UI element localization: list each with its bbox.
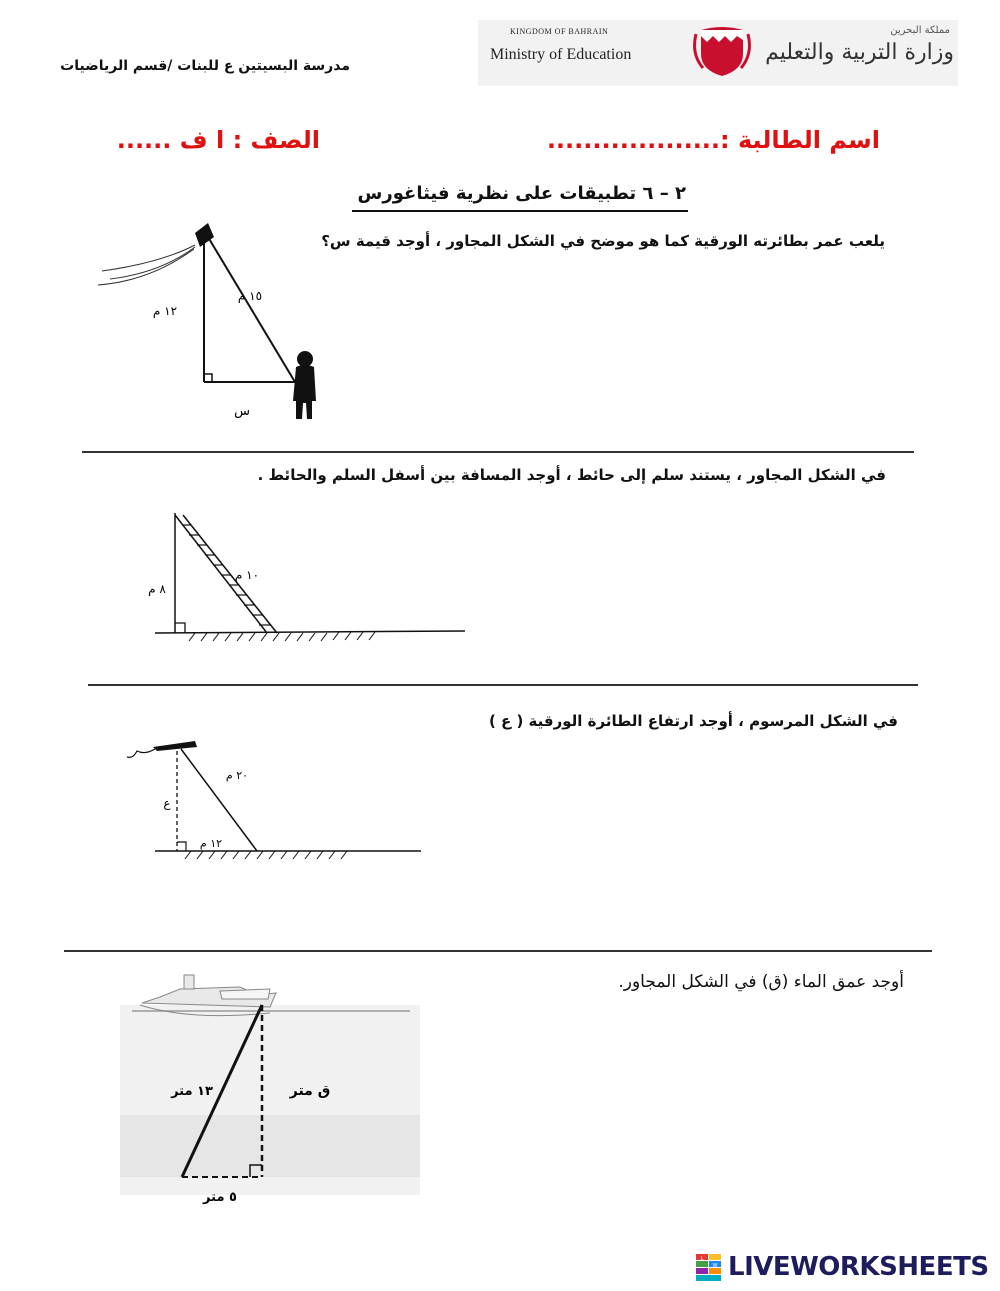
bahrain-emblem-icon <box>693 24 751 78</box>
section-divider <box>82 451 914 453</box>
q2-ladder-label: ١٠ م <box>234 568 260 582</box>
question-1-diagram <box>90 205 330 435</box>
student-name-label: اسم الطالبة :................... <box>546 126 880 154</box>
q4-base-label: ٥ متر <box>203 1190 237 1205</box>
class-label: الصف : ا ف ...... <box>116 126 320 154</box>
logo-letter-w: W <box>712 1263 718 1269</box>
ministry-kingdom-ar: مملكة البحرين <box>890 25 950 36</box>
section-divider <box>88 684 918 686</box>
section-divider <box>64 950 932 952</box>
q1-base-label: س <box>234 404 250 419</box>
liveworksheets-logo-icon <box>696 1254 722 1282</box>
question-4-text: أوجد عمق الماء (ق) في الشكل المجاور. <box>618 972 904 992</box>
q4-depth-label: ق متر <box>289 1083 331 1099</box>
q4-rope-label: ١٣ متر <box>171 1084 213 1099</box>
logo-letter-l: L <box>700 1256 704 1262</box>
kite-icon <box>153 741 197 751</box>
ministry-kingdom-en: KINGDOM OF BAHRAIN <box>510 27 609 36</box>
question-2-diagram <box>135 505 475 655</box>
brand-name[interactable]: LIVEWORKSHEETS <box>728 1252 989 1282</box>
question-3-text: في الشكل المرسوم ، أوجد ارتفاع الطائرة الورقية ( ع ) <box>488 712 898 730</box>
question-1-text: يلعب عمر بطائرته الورقية كما هو موضح في الشكل المجاور ، أوجد قيمة س؟ <box>321 232 885 250</box>
question-3-diagram <box>125 735 435 865</box>
q3-height-label: ع <box>163 796 171 810</box>
ministry-name-en: Ministry of Education <box>490 46 632 63</box>
school-name: مدرسة البسيتين ع للبنات /قسم الرياضيات <box>60 58 350 74</box>
child-silhouette-icon <box>293 351 316 419</box>
q1-height-label: ١٢ م <box>152 304 178 318</box>
q2-wall-label: ٨ م <box>148 582 166 596</box>
question-2-text: في الشكل المجاور ، يستند سلم إلى حائط ، أوجد المسافة بين أسفل السلم والحائط . <box>257 466 886 484</box>
lesson-title-underline <box>352 210 688 212</box>
question-4-diagram <box>120 965 420 1215</box>
ministry-name-ar: وزارة التربية والتعليم <box>765 40 954 65</box>
q1-hyp-label: ١٥ م <box>237 289 263 303</box>
q3-base-label: ١٢ م <box>199 837 223 850</box>
lesson-title: ٢ – ٦ تطبيقات على نظرية فيثاغورس <box>357 183 686 204</box>
q3-string-label: ٢٠ م <box>225 769 249 782</box>
